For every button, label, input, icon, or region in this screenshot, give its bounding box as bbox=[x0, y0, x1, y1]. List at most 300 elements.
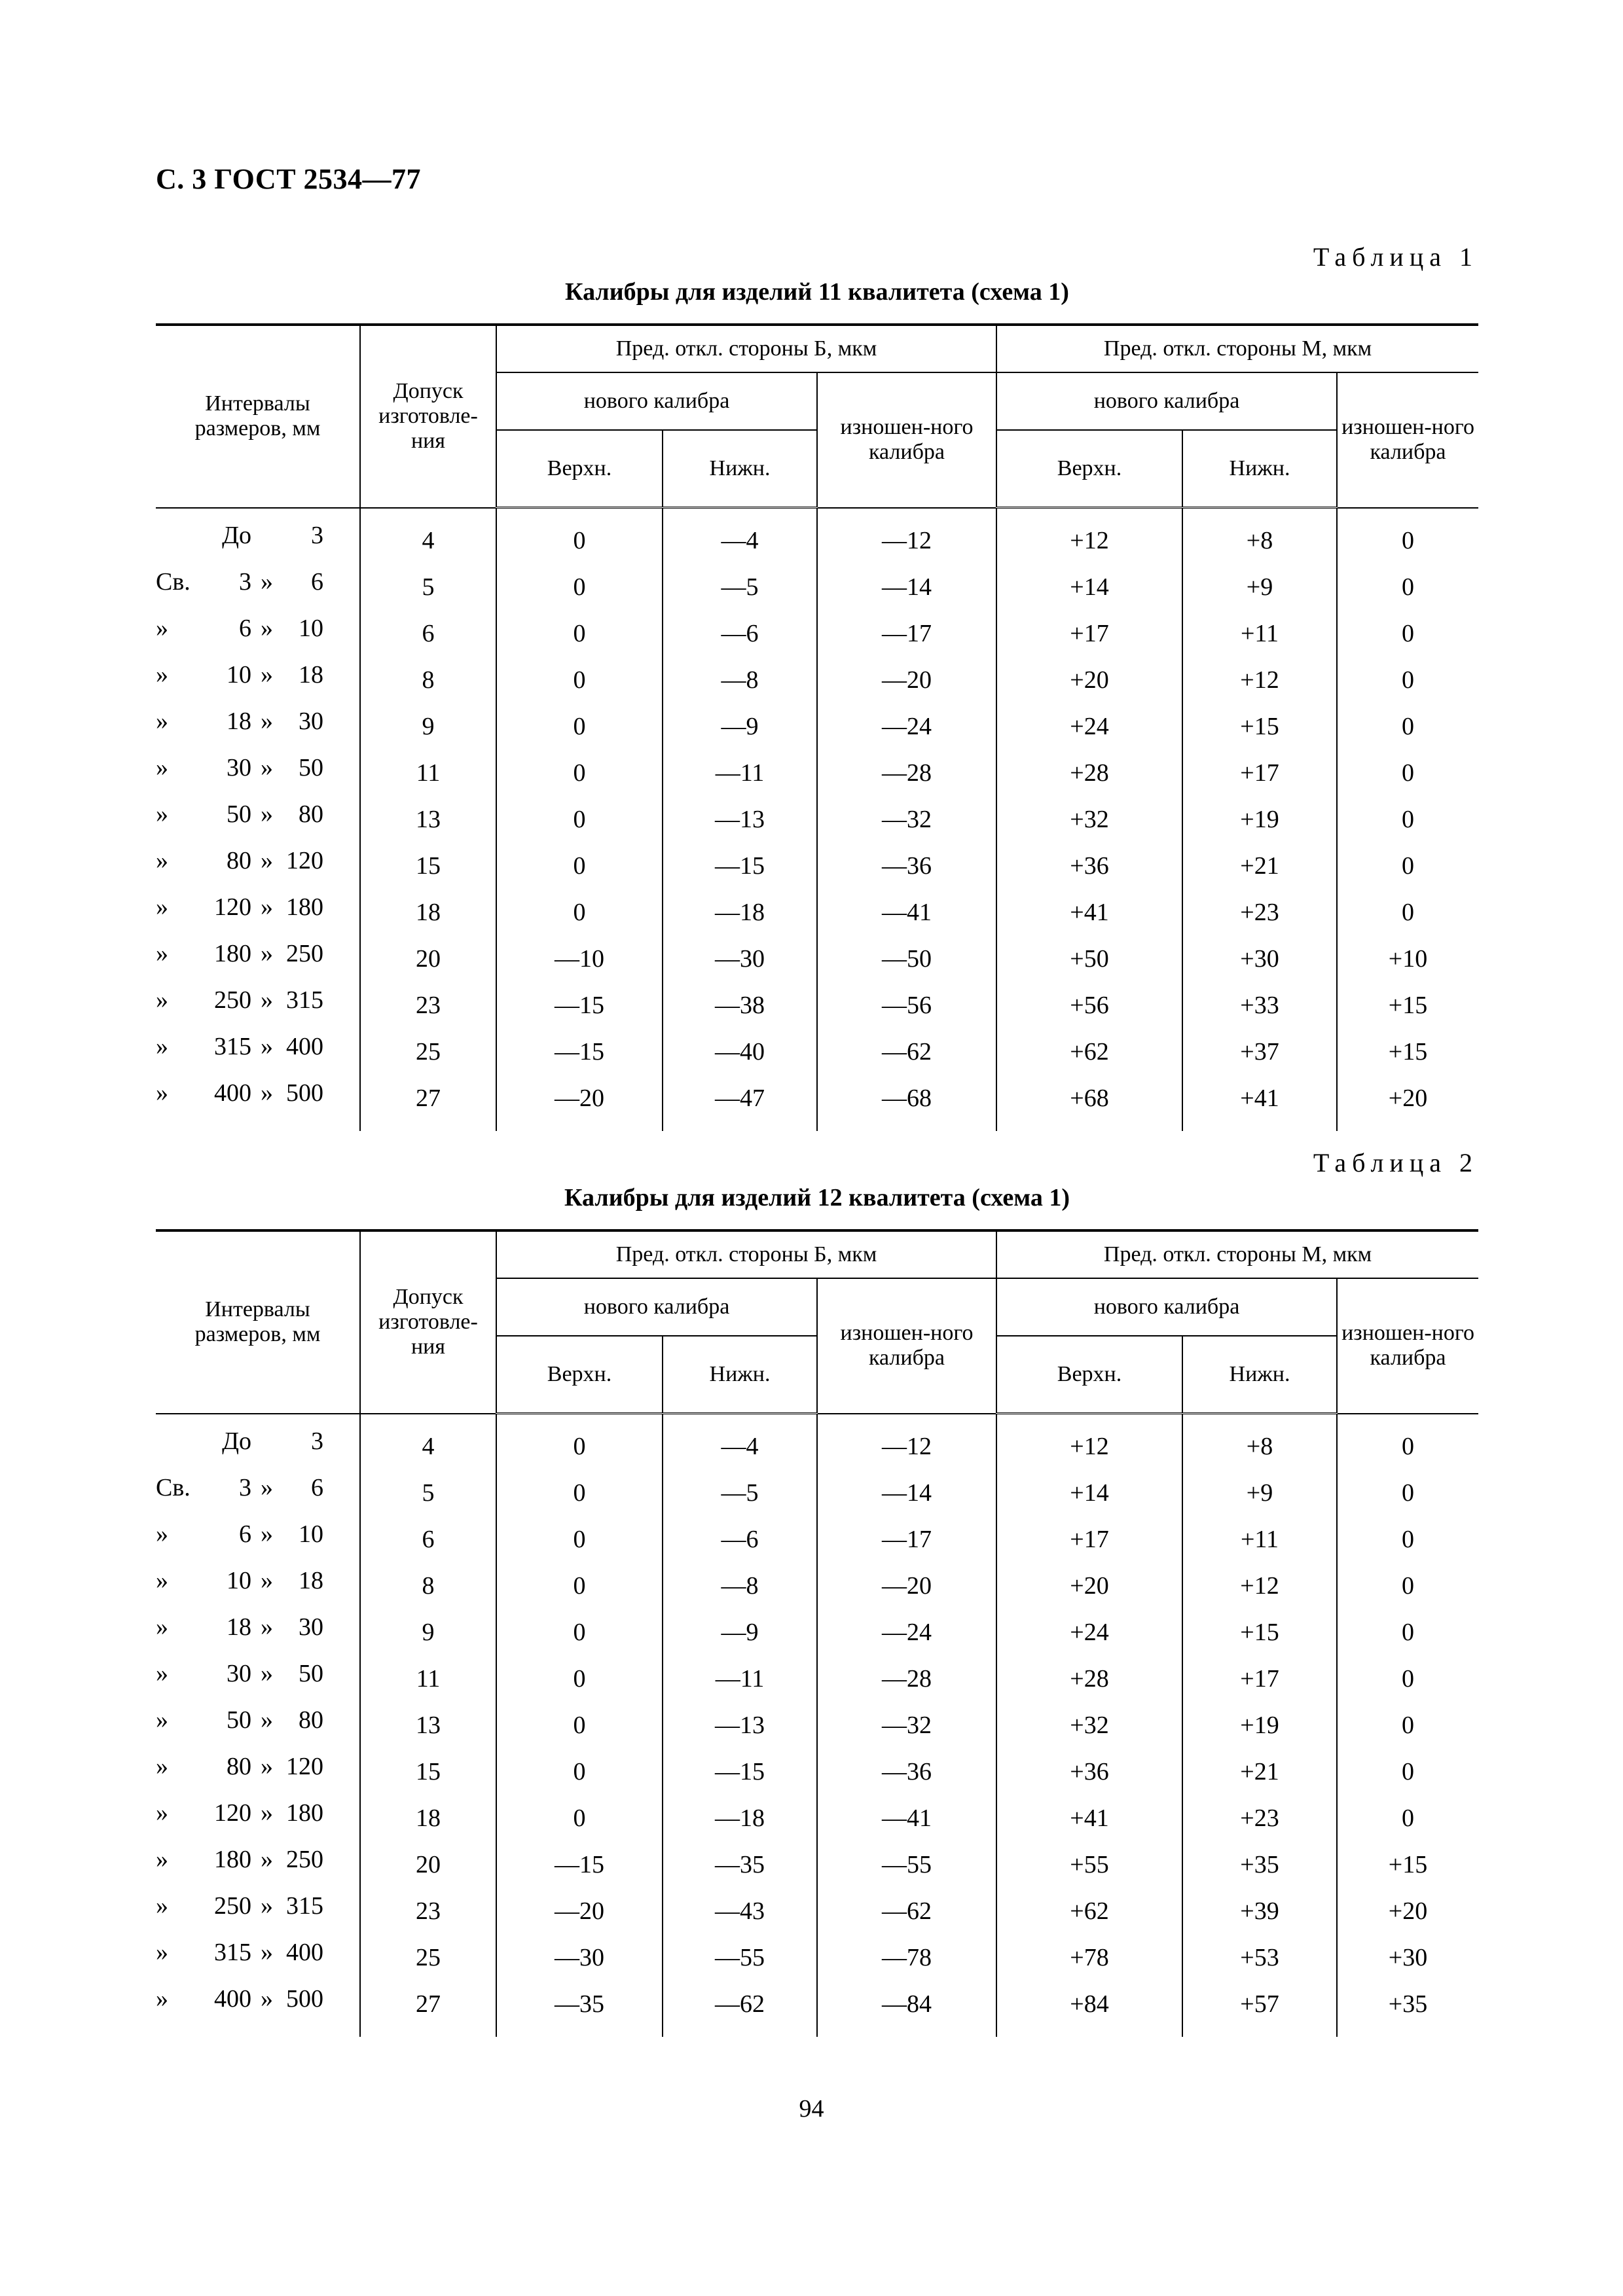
interval-range bbox=[156, 1424, 346, 1460]
tolerance-cell: 9 bbox=[360, 1609, 496, 1656]
m-worn-cell: 0 bbox=[1337, 1609, 1478, 1656]
table-title: Калибры для изделий 12 квалитета (схема 1) bbox=[564, 1184, 1070, 1211]
m-lower-cell: +12 bbox=[1182, 657, 1337, 704]
interval-cell bbox=[156, 1842, 360, 1888]
m-upper-cell: +20 bbox=[996, 1563, 1182, 1609]
m-lower-cell: +21 bbox=[1182, 1749, 1337, 1795]
interval-range bbox=[156, 843, 346, 879]
col-header-worn-gauge-b: изношен-ного калибра bbox=[817, 1278, 996, 1414]
m-worn-cell: 0 bbox=[1337, 704, 1478, 750]
b-upper-cell: —15 bbox=[496, 1842, 663, 1888]
interval-range bbox=[156, 797, 346, 833]
interval-to: 50 bbox=[299, 1659, 323, 1687]
m-worn-cell: 0 bbox=[1337, 508, 1478, 564]
interval-range bbox=[156, 1609, 346, 1645]
interval-from: 400 bbox=[214, 1079, 251, 1107]
m-lower-cell: +15 bbox=[1182, 1609, 1337, 1656]
table-row bbox=[156, 508, 1478, 564]
table-block-1 bbox=[156, 241, 1478, 1131]
b-upper-cell: 0 bbox=[496, 797, 663, 843]
interval-to: 18 bbox=[299, 1566, 323, 1594]
interval-mark: » bbox=[261, 753, 273, 781]
interval-mark: » bbox=[261, 1079, 273, 1107]
b-worn-cell: —55 bbox=[817, 1842, 996, 1888]
m-lower-cell: +9 bbox=[1182, 564, 1337, 611]
col-header-upper-b: Верхн. bbox=[496, 430, 663, 508]
interval-from: 6 bbox=[239, 1520, 251, 1548]
b-worn-cell: —12 bbox=[817, 508, 996, 564]
m-worn-cell: +20 bbox=[1337, 1075, 1478, 1131]
m-upper-cell: +32 bbox=[996, 1702, 1182, 1749]
interval-cell bbox=[156, 1888, 360, 1935]
b-upper-cell: 0 bbox=[496, 1414, 663, 1470]
b-lower-cell: —6 bbox=[663, 1516, 817, 1563]
interval-prefix: » bbox=[156, 1799, 168, 1827]
m-lower-cell: +17 bbox=[1182, 1656, 1337, 1702]
interval-to: 315 bbox=[286, 1892, 323, 1920]
b-upper-cell: 0 bbox=[496, 704, 663, 750]
interval-mark: » bbox=[261, 846, 273, 874]
m-worn-cell: +15 bbox=[1337, 1029, 1478, 1075]
interval-cell bbox=[156, 750, 360, 797]
col-header-new-gauge-m: нового калибра bbox=[996, 372, 1337, 430]
m-lower-cell: +9 bbox=[1182, 1470, 1337, 1516]
document-header: С. 3 ГОСТ 2534—77 bbox=[156, 163, 422, 195]
table-row bbox=[156, 704, 1478, 750]
interval-prefix: » bbox=[156, 1566, 168, 1594]
table-row bbox=[156, 1935, 1478, 1981]
interval-range bbox=[156, 1516, 346, 1552]
tolerance-cell: 11 bbox=[360, 1656, 496, 1702]
b-worn-cell: —62 bbox=[817, 1029, 996, 1075]
b-worn-cell: —62 bbox=[817, 1888, 996, 1935]
m-upper-cell: +68 bbox=[996, 1075, 1182, 1131]
interval-cell bbox=[156, 936, 360, 982]
b-worn-cell: —41 bbox=[817, 889, 996, 936]
tolerance-cell: 18 bbox=[360, 889, 496, 936]
m-upper-cell: +50 bbox=[996, 936, 1182, 982]
table-body bbox=[156, 508, 1478, 1131]
m-worn-cell: 0 bbox=[1337, 889, 1478, 936]
tolerance-cell: 25 bbox=[360, 1935, 496, 1981]
col-header-lower-b: Нижн. bbox=[663, 1336, 817, 1414]
interval-range bbox=[156, 1563, 346, 1599]
b-worn-cell: —17 bbox=[817, 1516, 996, 1563]
m-upper-cell: +17 bbox=[996, 1516, 1182, 1563]
interval-from: 315 bbox=[214, 1938, 251, 1966]
tolerance-cell: 9 bbox=[360, 704, 496, 750]
interval-mark: » bbox=[261, 1706, 273, 1734]
interval-from: 50 bbox=[227, 1706, 251, 1734]
interval-prefix: Св. bbox=[156, 1473, 191, 1501]
b-upper-cell: 0 bbox=[496, 750, 663, 797]
b-worn-cell: —36 bbox=[817, 1749, 996, 1795]
m-worn-cell: +15 bbox=[1337, 1842, 1478, 1888]
interval-to: 120 bbox=[286, 1752, 323, 1780]
m-worn-cell: +35 bbox=[1337, 1981, 1478, 2037]
m-upper-cell: +32 bbox=[996, 797, 1182, 843]
table-row bbox=[156, 889, 1478, 936]
interval-to: 10 bbox=[299, 614, 323, 642]
interval-to: 30 bbox=[299, 707, 323, 735]
tolerance-cell: 27 bbox=[360, 1981, 496, 2037]
m-upper-cell: +62 bbox=[996, 1888, 1182, 1935]
col-header-side-m: Пред. откл. стороны М, мкм bbox=[996, 1230, 1478, 1278]
col-header-tolerance: Допуск изготовле-ния bbox=[360, 325, 496, 508]
interval-from: 18 bbox=[227, 1613, 251, 1641]
interval-range bbox=[156, 1749, 346, 1785]
m-upper-cell: +28 bbox=[996, 1656, 1182, 1702]
table-row bbox=[156, 1029, 1478, 1075]
interval-range bbox=[156, 1842, 346, 1878]
m-worn-cell: 0 bbox=[1337, 1795, 1478, 1842]
interval-mark: » bbox=[261, 893, 273, 921]
interval-range bbox=[156, 611, 346, 647]
m-lower-cell: +57 bbox=[1182, 1981, 1337, 2037]
b-lower-cell: —40 bbox=[663, 1029, 817, 1075]
interval-from: 400 bbox=[214, 1984, 251, 2013]
interval-from: До bbox=[222, 521, 251, 549]
table-label: Таблица 1 bbox=[1313, 242, 1478, 272]
tolerance-cell: 20 bbox=[360, 936, 496, 982]
m-lower-cell: +11 bbox=[1182, 611, 1337, 657]
interval-prefix: » bbox=[156, 1079, 168, 1107]
table-body bbox=[156, 1414, 1478, 2037]
tolerance-cell: 27 bbox=[360, 1075, 496, 1131]
interval-from: 30 bbox=[227, 1659, 251, 1687]
table-row bbox=[156, 1470, 1478, 1516]
m-lower-cell: +17 bbox=[1182, 750, 1337, 797]
interval-to: 400 bbox=[286, 1938, 323, 1966]
interval-mark: » bbox=[261, 1938, 273, 1966]
b-worn-cell: —84 bbox=[817, 1981, 996, 2037]
tolerance-cell: 11 bbox=[360, 750, 496, 797]
tolerance-cell: 4 bbox=[360, 1414, 496, 1470]
b-lower-cell: —38 bbox=[663, 982, 817, 1029]
interval-prefix: » bbox=[156, 986, 168, 1014]
m-worn-cell: 0 bbox=[1337, 1563, 1478, 1609]
m-upper-cell: +14 bbox=[996, 564, 1182, 611]
m-worn-cell: 0 bbox=[1337, 1470, 1478, 1516]
b-lower-cell: —5 bbox=[663, 564, 817, 611]
interval-prefix: » bbox=[156, 660, 168, 689]
b-upper-cell: 0 bbox=[496, 611, 663, 657]
interval-mark: » bbox=[261, 939, 273, 967]
m-upper-cell: +78 bbox=[996, 1935, 1182, 1981]
interval-prefix: » bbox=[156, 753, 168, 781]
b-upper-cell: 0 bbox=[496, 508, 663, 564]
interval-from: 250 bbox=[214, 1892, 251, 1920]
interval-mark: » bbox=[261, 1984, 273, 2013]
interval-prefix: » bbox=[156, 846, 168, 874]
interval-prefix: » bbox=[156, 1659, 168, 1687]
table-row bbox=[156, 1563, 1478, 1609]
tolerance-cell: 6 bbox=[360, 611, 496, 657]
table-label: Таблица 2 bbox=[1313, 1148, 1478, 1177]
interval-cell bbox=[156, 1075, 360, 1131]
b-upper-cell: —20 bbox=[496, 1075, 663, 1131]
interval-to: 30 bbox=[299, 1613, 323, 1641]
interval-to: 250 bbox=[286, 939, 323, 967]
interval-cell bbox=[156, 1563, 360, 1609]
interval-prefix: » bbox=[156, 1845, 168, 1873]
b-upper-cell: 0 bbox=[496, 889, 663, 936]
b-worn-cell: —20 bbox=[817, 657, 996, 704]
interval-from: 120 bbox=[214, 1799, 251, 1827]
interval-from: До bbox=[222, 1427, 251, 1455]
tolerance-cell: 18 bbox=[360, 1795, 496, 1842]
table-row bbox=[156, 657, 1478, 704]
col-header-worn-gauge-m: изношен-ного калибра bbox=[1337, 1278, 1478, 1414]
table-row bbox=[156, 936, 1478, 982]
b-upper-cell: —30 bbox=[496, 1935, 663, 1981]
m-worn-cell: 0 bbox=[1337, 657, 1478, 704]
interval-cell bbox=[156, 1749, 360, 1795]
table-row bbox=[156, 1749, 1478, 1795]
interval-mark: » bbox=[261, 614, 273, 642]
m-lower-cell: +11 bbox=[1182, 1516, 1337, 1563]
interval-prefix: » bbox=[156, 939, 168, 967]
interval-prefix: » bbox=[156, 1984, 168, 2013]
b-upper-cell: —35 bbox=[496, 1981, 663, 2037]
m-lower-cell: +8 bbox=[1182, 508, 1337, 564]
interval-cell bbox=[156, 657, 360, 704]
m-upper-cell: +24 bbox=[996, 1609, 1182, 1656]
b-upper-cell: —15 bbox=[496, 1029, 663, 1075]
tolerance-cell: 8 bbox=[360, 657, 496, 704]
b-upper-cell: —15 bbox=[496, 982, 663, 1029]
interval-prefix: » bbox=[156, 1032, 168, 1060]
interval-range bbox=[156, 704, 346, 740]
interval-prefix: » bbox=[156, 1706, 168, 1734]
interval-to: 120 bbox=[286, 846, 323, 874]
b-worn-cell: —28 bbox=[817, 750, 996, 797]
page-number: 94 bbox=[799, 2095, 824, 2123]
m-lower-cell: +33 bbox=[1182, 982, 1337, 1029]
interval-mark: » bbox=[261, 986, 273, 1014]
interval-prefix: Св. bbox=[156, 567, 191, 596]
table-row bbox=[156, 1702, 1478, 1749]
interval-range bbox=[156, 1795, 346, 1831]
m-upper-cell: +24 bbox=[996, 704, 1182, 750]
m-upper-cell: +36 bbox=[996, 1749, 1182, 1795]
tolerance-cell: 5 bbox=[360, 564, 496, 611]
col-header-new-gauge-m: нового калибра bbox=[996, 1278, 1337, 1336]
b-lower-cell: —4 bbox=[663, 1414, 817, 1470]
m-worn-cell: 0 bbox=[1337, 1656, 1478, 1702]
m-worn-cell: +10 bbox=[1337, 936, 1478, 982]
col-header-side-m: Пред. откл. стороны М, мкм bbox=[996, 325, 1478, 372]
m-upper-cell: +56 bbox=[996, 982, 1182, 1029]
m-lower-cell: +12 bbox=[1182, 1563, 1337, 1609]
b-worn-cell: —28 bbox=[817, 1656, 996, 1702]
b-lower-cell: —9 bbox=[663, 1609, 817, 1656]
table-row bbox=[156, 1414, 1478, 1470]
b-lower-cell: —30 bbox=[663, 936, 817, 982]
col-header-side-b: Пред. откл. стороны Б, мкм bbox=[496, 325, 996, 372]
interval-from: 3 bbox=[239, 567, 251, 596]
b-worn-cell: —78 bbox=[817, 1935, 996, 1981]
col-header-upper-m: Верхн. bbox=[996, 430, 1182, 508]
interval-to: 3 bbox=[311, 521, 323, 549]
interval-mark: » bbox=[261, 1613, 273, 1641]
interval-from: 10 bbox=[227, 1566, 251, 1594]
table-row bbox=[156, 611, 1478, 657]
m-worn-cell: 0 bbox=[1337, 843, 1478, 889]
col-header-worn-gauge-m: изношен-ного калибра bbox=[1337, 372, 1478, 508]
col-header-intervals: Интервалы размеров, мм bbox=[156, 1230, 360, 1414]
tolerance-cell: 8 bbox=[360, 1563, 496, 1609]
b-worn-cell: —50 bbox=[817, 936, 996, 982]
b-upper-cell: 0 bbox=[496, 1656, 663, 1702]
interval-mark: » bbox=[261, 1752, 273, 1780]
col-header-upper-b: Верхн. bbox=[496, 1336, 663, 1414]
interval-mark: » bbox=[261, 1892, 273, 1920]
b-upper-cell: 0 bbox=[496, 1470, 663, 1516]
col-header-tolerance: Допуск изготовле-ния bbox=[360, 1230, 496, 1414]
b-worn-cell: —17 bbox=[817, 611, 996, 657]
interval-range bbox=[156, 1075, 346, 1111]
b-worn-cell: —24 bbox=[817, 704, 996, 750]
m-upper-cell: +41 bbox=[996, 889, 1182, 936]
tolerance-cell: 20 bbox=[360, 1842, 496, 1888]
m-worn-cell: 0 bbox=[1337, 1702, 1478, 1749]
col-header-worn-gauge-b: изношен-ного калибра bbox=[817, 372, 996, 508]
interval-from: 80 bbox=[227, 1752, 251, 1780]
interval-from: 120 bbox=[214, 893, 251, 921]
b-worn-cell: —32 bbox=[817, 797, 996, 843]
tolerance-cell: 13 bbox=[360, 1702, 496, 1749]
interval-range bbox=[156, 936, 346, 972]
interval-prefix: » bbox=[156, 800, 168, 828]
interval-prefix: » bbox=[156, 707, 168, 735]
b-upper-cell: —10 bbox=[496, 936, 663, 982]
interval-prefix: » bbox=[156, 1520, 168, 1548]
m-lower-cell: +19 bbox=[1182, 1702, 1337, 1749]
interval-range bbox=[156, 889, 346, 925]
b-lower-cell: —9 bbox=[663, 704, 817, 750]
tolerance-cell: 23 bbox=[360, 1888, 496, 1935]
interval-mark: » bbox=[261, 567, 273, 596]
b-upper-cell: 0 bbox=[496, 1609, 663, 1656]
tolerance-cell: 13 bbox=[360, 797, 496, 843]
table-row bbox=[156, 564, 1478, 611]
m-worn-cell: 0 bbox=[1337, 1516, 1478, 1563]
table-row bbox=[156, 1609, 1478, 1656]
interval-cell bbox=[156, 611, 360, 657]
col-header-new-gauge-b: нового калибра bbox=[496, 372, 817, 430]
interval-from: 10 bbox=[227, 660, 251, 689]
interval-mark: » bbox=[261, 1032, 273, 1060]
interval-range bbox=[156, 982, 346, 1018]
interval-from: 250 bbox=[214, 986, 251, 1014]
b-worn-cell: —24 bbox=[817, 1609, 996, 1656]
b-lower-cell: —6 bbox=[663, 611, 817, 657]
tolerance-cell: 15 bbox=[360, 843, 496, 889]
b-upper-cell: 0 bbox=[496, 1749, 663, 1795]
m-worn-cell: 0 bbox=[1337, 1749, 1478, 1795]
interval-range bbox=[156, 564, 346, 600]
table-row bbox=[156, 1842, 1478, 1888]
interval-prefix: » bbox=[156, 893, 168, 921]
interval-to: 180 bbox=[286, 893, 323, 921]
m-lower-cell: +23 bbox=[1182, 889, 1337, 936]
gauge-table-2 bbox=[156, 1229, 1478, 2037]
m-worn-cell: 0 bbox=[1337, 797, 1478, 843]
m-upper-cell: +12 bbox=[996, 508, 1182, 564]
interval-mark: » bbox=[261, 1473, 273, 1501]
b-worn-cell: —41 bbox=[817, 1795, 996, 1842]
table-row bbox=[156, 843, 1478, 889]
m-lower-cell: +19 bbox=[1182, 797, 1337, 843]
b-worn-cell: —14 bbox=[817, 564, 996, 611]
m-lower-cell: +21 bbox=[1182, 843, 1337, 889]
interval-from: 180 bbox=[214, 1845, 251, 1873]
tolerance-cell: 5 bbox=[360, 1470, 496, 1516]
b-lower-cell: —47 bbox=[663, 1075, 817, 1131]
interval-cell bbox=[156, 1981, 360, 2037]
tolerance-cell: 6 bbox=[360, 1516, 496, 1563]
interval-to: 6 bbox=[311, 1473, 323, 1501]
col-header-side-b: Пред. откл. стороны Б, мкм bbox=[496, 1230, 996, 1278]
col-header-lower-m: Нижн. bbox=[1182, 430, 1337, 508]
interval-from: 18 bbox=[227, 707, 251, 735]
table-row bbox=[156, 1516, 1478, 1563]
interval-to: 500 bbox=[286, 1079, 323, 1107]
m-lower-cell: +41 bbox=[1182, 1075, 1337, 1131]
interval-from: 180 bbox=[214, 939, 251, 967]
b-worn-cell: —14 bbox=[817, 1470, 996, 1516]
m-lower-cell: +35 bbox=[1182, 1842, 1337, 1888]
table-row bbox=[156, 1075, 1478, 1131]
interval-from: 6 bbox=[239, 614, 251, 642]
m-worn-cell: 0 bbox=[1337, 611, 1478, 657]
b-lower-cell: —62 bbox=[663, 1981, 817, 2037]
interval-to: 3 bbox=[311, 1427, 323, 1455]
b-lower-cell: —8 bbox=[663, 1563, 817, 1609]
m-lower-cell: +30 bbox=[1182, 936, 1337, 982]
interval-range bbox=[156, 1702, 346, 1738]
col-header-new-gauge-b: нового калибра bbox=[496, 1278, 817, 1336]
interval-from: 50 bbox=[227, 800, 251, 828]
m-worn-cell: 0 bbox=[1337, 1414, 1478, 1470]
interval-cell bbox=[156, 889, 360, 936]
interval-to: 80 bbox=[299, 800, 323, 828]
table-title: Калибры для изделий 11 квалитета (схема 1) bbox=[565, 278, 1069, 306]
col-header-upper-m: Верхн. bbox=[996, 1336, 1182, 1414]
interval-cell bbox=[156, 704, 360, 750]
b-lower-cell: —15 bbox=[663, 843, 817, 889]
b-upper-cell: 0 bbox=[496, 564, 663, 611]
interval-range bbox=[156, 1656, 346, 1692]
m-lower-cell: +39 bbox=[1182, 1888, 1337, 1935]
interval-to: 180 bbox=[286, 1799, 323, 1827]
gauge-table-1 bbox=[156, 323, 1478, 1131]
table-block-2 bbox=[156, 1147, 1478, 2037]
tolerance-cell: 15 bbox=[360, 1749, 496, 1795]
tolerance-cell: 4 bbox=[360, 508, 496, 564]
interval-to: 250 bbox=[286, 1845, 323, 1873]
interval-cell bbox=[156, 1935, 360, 1981]
m-worn-cell: +15 bbox=[1337, 982, 1478, 1029]
m-upper-cell: +84 bbox=[996, 1981, 1182, 2037]
interval-cell bbox=[156, 1029, 360, 1075]
m-lower-cell: +15 bbox=[1182, 704, 1337, 750]
table-row bbox=[156, 797, 1478, 843]
interval-to: 315 bbox=[286, 986, 323, 1014]
interval-cell bbox=[156, 508, 360, 564]
interval-mark: » bbox=[261, 800, 273, 828]
